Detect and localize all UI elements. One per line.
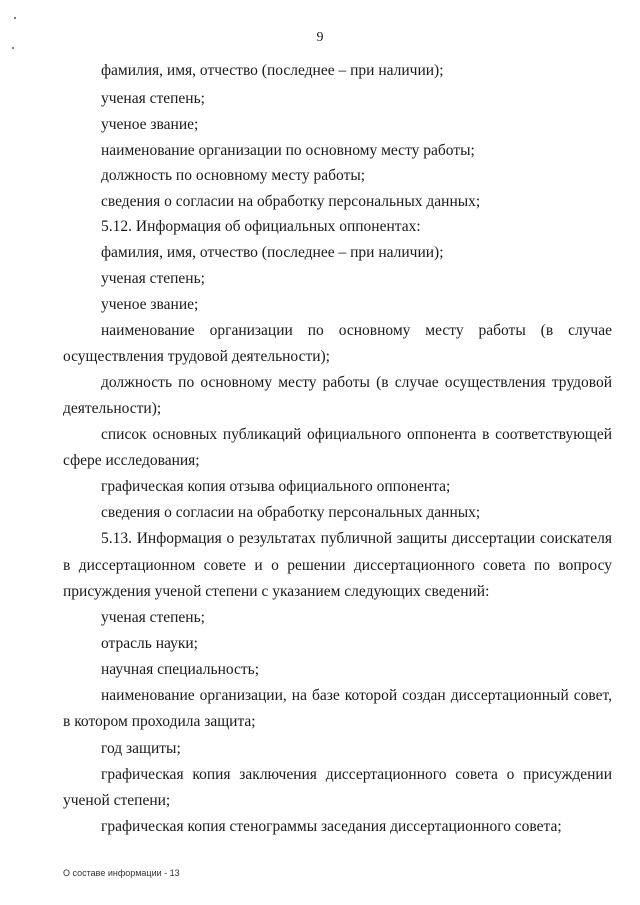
scan-speck [14,17,16,19]
list-item: ученое звание; [101,296,199,313]
list-item: фамилия, имя, отчество (последнее – при наличии); [101,244,444,261]
page-number: 9 [316,30,324,45]
list-item: отрасль науки; [101,635,198,652]
list-item: ученая степень; [101,90,205,107]
paragraph-line: в диссертационном совете и о решении диссертационного совета по вопросу [63,557,612,574]
list-item-continuation: осуществления трудовой деятельности); [63,348,330,365]
list-item: наименование организации по основному месту работы; [101,142,475,159]
list-item-continuation: ученой степени; [63,792,171,809]
list-item: ученая степень; [101,609,205,626]
list-item: список основных публикаций официального оппонента в соответствующей [101,426,612,443]
list-item: графическая копия отзыва официального оппонента; [101,478,451,495]
list-item-continuation: в котором проходила защита; [63,713,256,730]
list-item-continuation: сфере исследования; [63,452,200,469]
section-heading: 5.12. Информация об официальных оппонентах: [101,218,421,235]
scan-speck [12,47,14,49]
list-item: графическая копия заключения диссертационного совета о присуждении [101,766,612,783]
footer-note: О составе информации - 13 [63,868,180,878]
list-item: год защиты; [101,740,181,757]
list-item: наименование организации, на базе которой создан диссертационный совет, [101,687,612,704]
list-item: сведения о согласии на обработку персональных данных; [101,193,481,210]
list-item: наименование организации по основному месту работы (в случае [101,322,612,339]
list-item: должность по основному месту работы; [101,167,366,184]
list-item: ученая степень; [101,270,205,287]
list-item: сведения о согласии на обработку персональных данных; [101,504,481,521]
list-item: научная специальность; [101,661,260,678]
list-item: графическая копия стенограммы заседания диссертационного совета; [101,818,562,835]
paragraph-line: присуждения ученой степени с указанием следующих сведений: [63,583,490,600]
list-item: должность по основному месту работы (в случае осуществления трудовой [101,374,612,391]
section-heading: 5.13. Информация о результатах публичной защиты диссертации соискателя [101,530,612,547]
list-item: фамилия, имя, отчество (последнее – при наличии); [101,62,444,79]
list-item: ученое звание; [101,116,199,133]
list-item-continuation: деятельности); [63,400,162,417]
